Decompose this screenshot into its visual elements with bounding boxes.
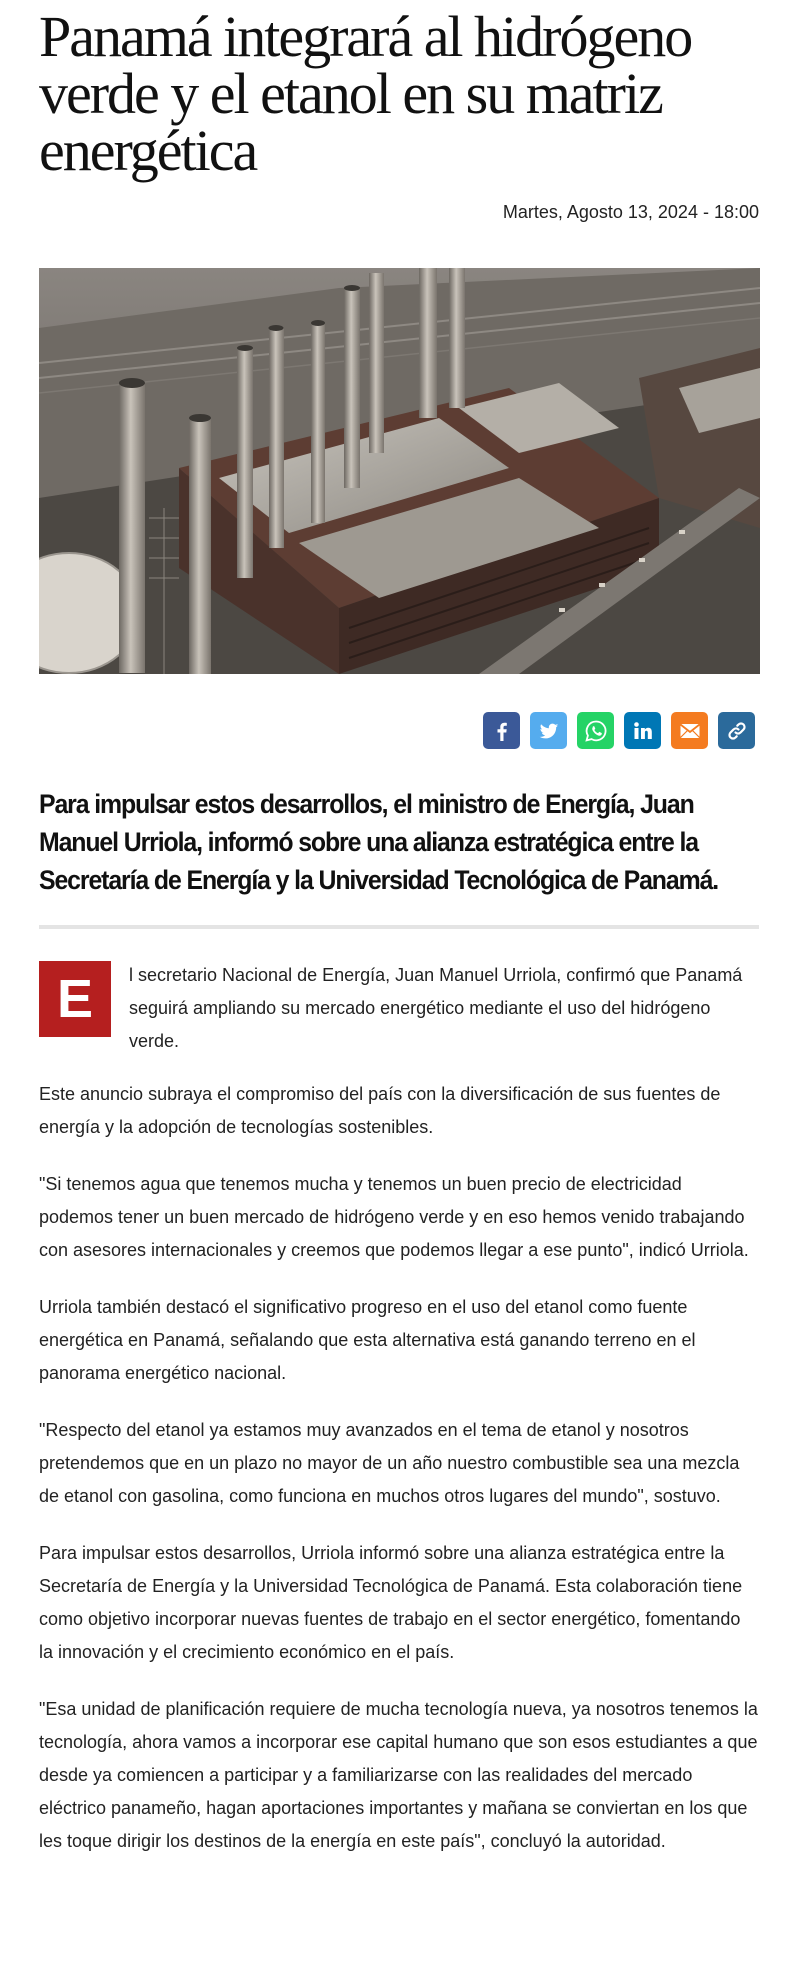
linkedin-icon — [632, 720, 654, 742]
share-email-button[interactable] — [671, 712, 708, 749]
dropcap-letter: E — [39, 961, 111, 1037]
share-bar — [39, 712, 759, 749]
whatsapp-icon — [584, 719, 608, 743]
first-paragraph-text: l secretario Nacional de Energía, Juan Manuel Urriola, confirmó que Panamá seguirá ampliando su mercado energético mediante el uso del hidrógeno verde. — [129, 965, 743, 1051]
article-paragraph: Este anuncio subraya el compromiso del país con la diversificación de sus fuentes de energía y la adopción de tecnologías sostenibles. — [39, 1084, 721, 1137]
section-divider — [39, 925, 759, 929]
article-lead: Para impulsar estos desarrollos, el ministro de Energía, Juan Manuel Urriola, informó sobre una alianza estratégica entre la Secretaría de Energía y la Universidad Tecnológica de Panamá. — [39, 789, 719, 895]
twitter-icon — [538, 720, 560, 742]
link-icon — [725, 719, 749, 743]
article-paragraph: "Si tenemos agua que tenemos mucha y tenemos un buen precio de electricidad podemos tener un buen mercado de hidrógeno verde y en eso hemos venido trabajando con asesores internacionales y creemos que podemos llegar a ese punto", indicó Urriola. — [39, 1174, 749, 1260]
facebook-icon — [491, 720, 513, 742]
share-linkedin-button[interactable] — [624, 712, 661, 749]
share-whatsapp-button[interactable] — [577, 712, 614, 749]
first-paragraph — [39, 959, 759, 1058]
article-date: Martes, Agosto 13, 2024 - 18:00 — [502, 202, 759, 222]
share-twitter-button[interactable] — [530, 712, 567, 749]
article-paragraph: Para impulsar estos desarrollos, Urriola informó sobre una alianza estratégica entre la Secretaría de Energía y la Universidad Tecnológica de Panamá. Esta colaboración tiene como objetivo incorporar nuevas fuentes de trabajo en el sector energético, fomentando la innovación y el crecimiento económico en el país. — [39, 1543, 743, 1662]
article-paragraph: "Esa unidad de planificación requiere de mucha tecnología nueva, ya nosotros tenemos la tecnología, ahora vamos a incorporar ese capital humano que son esos estudiantes a que desde ya comiencen a participar y a familiarizarse con las realidades del mercado eléctrico panameño, hagan aportaciones importantes y mañana se conviertan en los que les toque dirigir los destinos de la energía en este país", concluyó la autoridad. — [39, 1699, 758, 1851]
copy-link-button[interactable] — [718, 712, 755, 749]
article — [39, 0, 759, 1858]
article-paragraph: Urriola también destacó el significativo progreso en el uso del etanol como fuente energética en Panamá, señalando que esta alternativa está ganando terreno en el panorama energético nacional. — [39, 1297, 696, 1383]
email-icon — [678, 719, 702, 743]
hero-image — [39, 268, 760, 674]
share-facebook-button[interactable] — [483, 712, 520, 749]
article-paragraph: "Respecto del etanol ya estamos muy avanzados en el tema de etanol y nosotros pretendemos que en un plazo no mayor de un año nuestro combustible sea una mezcla de etanol con gasolina, como funciona en muchos otros lugares del mundo", sostuvo. — [39, 1420, 740, 1506]
power-plant-aerial-photo — [39, 268, 760, 674]
article-headline: Panamá integrará al hidrógeno verde y el etanol en su matriz energética — [39, 4, 692, 183]
article-body — [39, 959, 759, 1858]
